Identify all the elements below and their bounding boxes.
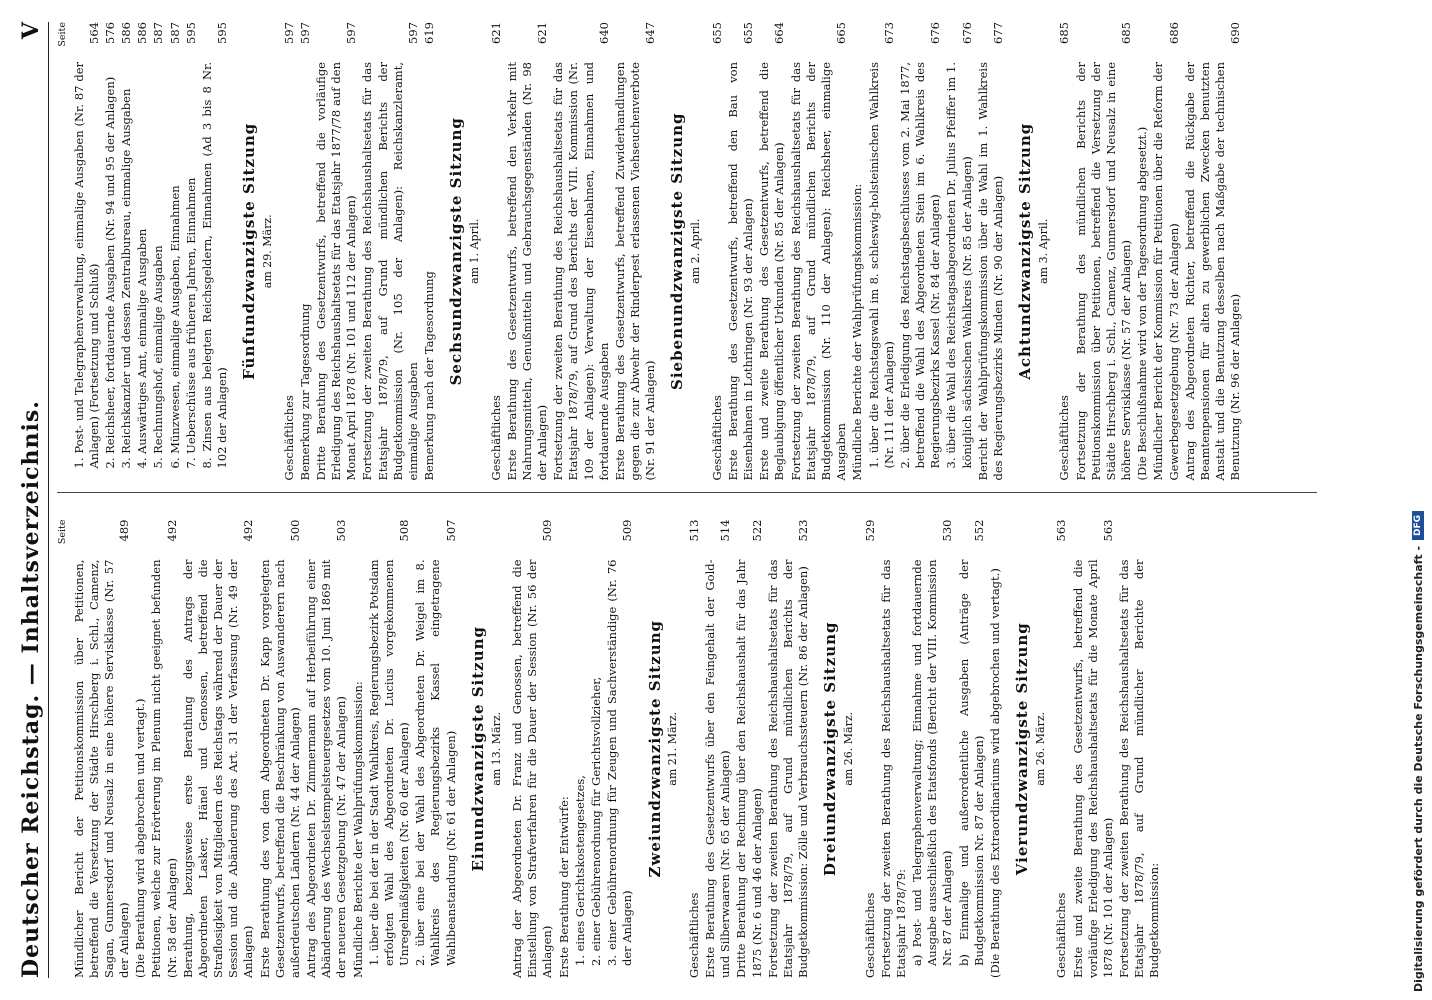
toc-entry (422, 22, 437, 481)
page-header (18, 22, 49, 978)
seite-label-left: Seite (57, 519, 68, 545)
toc-entry (910, 520, 956, 979)
session-date: am 3. April. (1036, 218, 1050, 284)
toc-entry-text: Fortsetzung der zweiten Berathung des Reichshaushaltsetats für das Etatsjahr 1878/79, auf Grund mündlicher Berichte der Budgetkommission: (1117, 559, 1162, 978)
toc-entry-text: 1. Post- und Telegraphenverwaltung, einmalige Ausgaben (Nr. 87 der Anlagen) (Fortsetzung und Schluß) (71, 62, 101, 469)
toc-entry-text: Erste Berathung des Gesetzentwurfs über den Feingehalt der Gold- und Silberwaaren (Nr. 65 der Anlagen) (703, 559, 733, 978)
toc-entry (703, 520, 733, 979)
toc-entry (149, 520, 179, 979)
toc-entry-text: Geschäftliches (862, 892, 877, 978)
toc-entry-text: 1. über die bei der in der Stadt Wahlkreis, Regierungsbezirk Potsdam erfolgten Wahl des Abgeordneten Dr. Lucius vorgekommenen Unregelmäßigkeiten (Nr. 60 der Anlagen) (366, 559, 412, 966)
toc-entry-text: Erste Berathung des Gesetzentwurfs, betreffend den Verkehr mit Nahrungsmitteln, Genußmitteln und Gebrauchsgegenständen (Nr. 98 der Anlagen) (504, 62, 550, 481)
toc-entry-page: 587 (151, 22, 166, 44)
toc-entry-page: 529 (862, 519, 877, 542)
toc-entry-text: 2. über die Erledigung des Reichstagsbeschlusses vom 2. Mai 1877, betreffend die Wahl des Abgeordneten Stein im 6. Wahlkreis des Regierungsbezirks Kassel (Nr. 84 der Anlagen) (897, 62, 943, 469)
toc-entry-page: 509 (540, 519, 555, 542)
footer-text: Digitalisierung gefördert durch die Deutsche Forschungsgemeinschaft - (1411, 545, 1425, 992)
toc-entry (757, 22, 787, 481)
toc-entry-text: Geschäftliches (1054, 892, 1069, 978)
toc-entry (119, 22, 134, 481)
session-date: am 26. März. (1033, 711, 1047, 786)
toc-entry-page: 640 (596, 22, 611, 44)
toc-entry (573, 520, 588, 979)
session-title: Dreiundzwanzigste Sitzung (821, 621, 840, 877)
toc-entry-text: 6. Münzwesen, einmalige Ausgaben, Einnahmen (167, 185, 182, 469)
toc-entry-page: 503 (334, 519, 349, 542)
toc-entry-text: Mündliche Berichte der Wahlprüfungskommission: (350, 681, 365, 978)
toc-entry (789, 22, 850, 481)
toc-entry (551, 22, 612, 481)
toc-entry (184, 22, 199, 481)
toc-entry-page: 676 (928, 22, 943, 44)
toc-entry-text: 5. Rechnungshof, einmalige Ausgaben (151, 245, 166, 469)
toc-entry-page: 563 (1100, 519, 1115, 542)
session-date: am 1. April. (468, 218, 482, 284)
toc-entry-page: 513 (686, 519, 701, 542)
toc-entry (505, 22, 551, 481)
session-title: Siebenundzwanzigste Sitzung (668, 112, 687, 390)
toc-entry-text: Fortsetzung der zweiten Berathung des Reichshaushaltsetats für das Etatsjahr 1878/79, auf Grund mündlichen Berichts der Budgetkommission (Nr. 105 der Anlagen): Reichskanzleramt, einmalige Ausgaben (360, 62, 420, 481)
toc-entry-text: 4. Auswärtiges Amt, einmalige Ausgaben (135, 228, 150, 469)
toc-entry-page: 576 (102, 22, 117, 44)
toc-entry (766, 520, 812, 979)
toc-entry-page: 621 (488, 22, 503, 44)
toc-entry-text: a) Post- und Telegraphenverwaltung; Einnahme und fortdauernde Ausgabe ausschließlich des Etatsfonds (Bericht der VIII. Kommission Nr. 87 der Anlagen) (910, 559, 955, 966)
toc-entry-page: 621 (535, 22, 550, 44)
toc-entry (850, 22, 865, 481)
toc-entry (988, 520, 1003, 979)
digitization-footer (1406, 0, 1430, 1000)
toc-entry-page: 563 (1054, 519, 1069, 542)
toc-entry (298, 22, 313, 481)
toc-entry (957, 520, 987, 979)
toc-entry-page: 586 (119, 22, 134, 44)
toc-entry (710, 22, 725, 481)
toc-entry (168, 22, 183, 481)
toc-entry-text: Antrag des Abgeordneten Richter, betreffend die Rückgabe der Beamtenpensionen für alten zu gewerblichen Zwecken benutzten Anstalt und die Benutzung desselben nach Maßgabe der technischen Benutzung (Nr. 96 der Anlagen) (1182, 62, 1243, 481)
seite-label-right: Seite (57, 22, 68, 47)
toc-entry-page: 597 (344, 22, 359, 44)
toc-entry-text: Antrag der Abgeordneten Dr. Franz und Genossen, betreffend die Einstellung von Strafverfahren für die Dauer der Session (Nr. 56 der Anlagen) (510, 559, 555, 978)
toc-entry-text: (Die Berathung wird abgebrochen und vertagt.) (133, 698, 148, 978)
toc-entry-page: 586 (135, 22, 150, 44)
toc-entry (1054, 520, 1069, 979)
toc-entry-text: Erste und zweite Berathung des Gesetzentwurfs, betreffend die Beglaubigung öffentlicher Urkunden (Nr. 85 der Anlagen) (757, 62, 787, 481)
session-title: Fünfundzwanzigste Sitzung (240, 122, 259, 380)
toc-entry-text: 2. Reichsheer, fortdauernde Ausgaben (Nr. 94 und 95 der Anlagen) (102, 76, 117, 469)
toc-entry-page: 597 (405, 22, 420, 44)
toc-entry-text: Dritte Berathung des Gesetzentwurfs, betreffend die vorläufige Erledigung des Reichshaushaltsetats für das Etatsjahr 1877/78 auf den Monat April 1878 (Nr. 101 und 112 der Anlagen) (313, 62, 359, 481)
toc-entry-page: 686 (1166, 22, 1181, 44)
toc-entry-text: Fortsetzung der zweiten Berathung des Reichshaushaltsetats für das Etatsjahr 1878/79: (878, 559, 908, 978)
toc-entry (557, 520, 572, 979)
toc-entry-text: 3. einer Gebührenordnung für Zeugen und Sachverständige (Nr. 76 der Anlagen) (605, 559, 635, 966)
toc-entry (687, 520, 702, 979)
toc-entry-page: 507 (443, 519, 458, 542)
toc-entry-text: Erste und zweite Berathung des Gesetzentwurfs, betreffend die vorläufige Erledigung des Reichshaushaltsetats für die Monate April 1878 (Nr. 101 der Anlagen) (1070, 559, 1115, 978)
toc-entry-text: Bemerkung zur Tagesordnung (297, 303, 312, 481)
toc-entry-page: 587 (167, 22, 182, 44)
toc-entry-text: b) Einmalige und außerordentliche Ausgaben (Anträge der Budgetkommission Nr. 87 der Anlagen) (956, 559, 986, 966)
toc-entry-page: 492 (164, 519, 179, 542)
toc-entry-text: Mündlicher Bericht der Kommission für Petitionen über die Reform der Gewerbegesetzgebung (Nr. 73 der Anlagen) (1151, 62, 1181, 481)
toc-entry-text: 2. über eine bei der Wahl des Abgeordneten Dr. Weigel im 8. Wahlkreis des Regierungsbezirks Kassel eingetragene Wahlbeanstandung (Nr. 61 der Anlagen) (413, 559, 458, 966)
toc-entry-page: 655 (741, 22, 756, 44)
toc-entry-page: 489 (117, 519, 132, 542)
toc-entry (314, 22, 360, 481)
toc-entry (103, 22, 118, 481)
toc-entry-page: 676 (959, 22, 974, 44)
toc-entry-text: Mündlicher Bericht der Petitionskommission über Petitionen, betreffend die Versetzung der Städte Hirschberg i. Schl., Camenz, Sagan, Gunnersdorf und Neusalz in eine höhere Servisklasse (Nr. 57 der Anlagen) (71, 559, 132, 978)
toc-entry-text: Geschäftliches (709, 395, 724, 481)
toc-entry-text: 3. über die Wahl des Reichstagsabgeordneten Dr. Julius Pfeiffer im 1. königlich sächsischen Wahlkreis (Nr. 85 der Anlagen) (944, 62, 974, 469)
toc-entry (72, 22, 102, 481)
toc-entry (304, 520, 350, 979)
session-date: am 13. März. (489, 711, 503, 786)
toc-entry (360, 22, 421, 481)
toc-entry-page: 647 (643, 22, 658, 44)
session-title: Sechsundzwanzigste Sitzung (447, 117, 466, 386)
toc-entry-page: 530 (940, 519, 955, 542)
toc-entry-text: Geschäftliches (488, 395, 503, 481)
toc-entry (1151, 22, 1181, 481)
toc-entry-text: Fortsetzung der zweiten Berathung des Reichshaushaltsetats für das Etatsjahr 1878/79, auf Grund des Berichts der VIII. Kommission (Nr. 109 der Anlagen): Verwaltung der Eisenbahnen, Einnahmen und fortdauernde Ausgaben (551, 62, 611, 481)
toc-entry (613, 22, 659, 481)
toc-entry-page: 619 (422, 22, 437, 44)
toc-entry (1135, 22, 1150, 481)
session-title: Vierundzwanzigste Sitzung (1013, 622, 1032, 876)
toc-entry (879, 520, 909, 979)
toc-entry (151, 22, 166, 481)
right-column (57, 22, 1317, 494)
content-columns (57, 22, 1317, 978)
toc-entry-text: Erste Berathung der Entwürfe: (556, 796, 571, 978)
toc-entry-text: Erste Berathung des Gesetzentwurfs, betreffend Zuwiderhandlungen gegen die zur Abwehr der Rinderpest erlassenen Viehseuchenverbote (Nr. 91 der Anlagen) (612, 62, 658, 481)
toc-entry-page: 655 (709, 22, 724, 44)
toc-entry (1057, 22, 1072, 481)
toc-entry-text: 7. Ueberschüsse aus früheren Jahren, Einnahmen (183, 177, 198, 469)
toc-entry (863, 520, 878, 979)
toc-entry-page: 685 (1119, 22, 1134, 44)
toc-entry-text: Geschäftliches (1057, 395, 1072, 481)
toc-entry (734, 520, 764, 979)
session-date: am 21. März. (666, 711, 680, 786)
toc-entry (867, 22, 897, 481)
toc-entry-page: 597 (281, 22, 296, 44)
toc-entry-text: (Die Berathung des Extraordinariums wird abgebrochen und vertagt.) (987, 568, 1002, 978)
toc-entry-text: 3. Reichskanzler und dessen Zentralbureau, einmalige Ausgaben (119, 88, 134, 469)
toc-entry-page: 508 (397, 519, 412, 542)
session-date: am 29. März. (261, 214, 275, 289)
toc-entry-text: Fortsetzung der zweiten Berathung des Reichshaushaltsetats für das Etatsjahr 1878/79, auf Grund mündlichen Berichts der Budgetkommission (Nr. 110 der Anlagen): Reichsheer, einmalige Ausgaben (788, 62, 849, 481)
toc-entry (133, 520, 148, 979)
toc-entry-page: 500 (287, 519, 302, 542)
page-number: V (18, 22, 44, 40)
toc-entry-page: 677 (990, 22, 1005, 44)
session-date: am 26. März. (842, 711, 855, 786)
toc-entry-page: 509 (620, 519, 635, 542)
left-column (57, 520, 1317, 979)
toc-entry (1074, 22, 1135, 481)
toc-entry (1071, 520, 1117, 979)
toc-entry (976, 22, 1006, 481)
toc-entry-text: Dritte Berathung der Rechnung über den Reichshaushalt für das Jahr 1875 (Nr. 6 und 46 der Anlagen) (734, 559, 764, 978)
toc-entry-text: 1. über die Reichstagswahl im 8. schleswig-holsteinischen Wahlkreis (Nr. 111 der Anlagen) (866, 62, 896, 469)
toc-entry-page: 595 (215, 22, 230, 44)
toc-entry-text: Geschäftliches (281, 395, 296, 481)
toc-entry-text: 2. einer Gebührenordnung für Gerichtsvollzieher, (589, 676, 603, 966)
toc-entry (589, 520, 604, 979)
toc-entry-text: Bericht der Wahlprüfungskommission über die Wahl im 1. Wahlkreis des Regierungsbezirks Minden (Nr. 90 der Anlagen) (975, 62, 1005, 481)
page-title: Deutscher Reichstag. — Inhaltsverzeichnis. (18, 400, 44, 978)
dfg-logo[interactable]: DFG (1412, 511, 1424, 540)
toc-entry-page: 595 (183, 22, 198, 44)
toc-entry (135, 22, 150, 481)
toc-entry-text: Erste Berathung des von dem Abgeordneten Dr. Kapp vorgelegten Gesetzentwurfs, betreffend die Beschränkung von Auswanderern nach außerdeutschen Ländern (Nr. 44 der Anlagen) (257, 559, 302, 978)
toc-entry-page: 552 (971, 519, 986, 542)
toc-entry-text: Geschäftliches (686, 892, 701, 978)
session-title: Achtundzwanzigste Sitzung (1016, 122, 1035, 380)
toc-entry (605, 520, 635, 979)
toc-entry-text: Fortsetzung der zweiten Berathung des Reichshaushaltsetats für das Etatsjahr 1878/79, auf Grund mündlichen Berichts der Budgetkommission: Zölle und Verbrauchssteuern (Nr. 86 der Anlagen) (765, 559, 811, 978)
session-date: am 2. April. (689, 218, 703, 284)
toc-entry-text: (Die Beschlußnahme wird von der Tagesordnung abgesetzt.) (1135, 126, 1150, 481)
toc-entry-text: Fortsetzung der Berathung des mündlichen Berichts der Petitionskommission über Petitionen, betreffend die Versetzung der Städte Hirschberg i. Schl., Camenz, Gunnersdorf und Neusalz in eine höhere Servisklasse (Nr. 57 der Anlagen) (1073, 62, 1134, 481)
toc-entry-page: 492 (241, 519, 256, 542)
toc-entry-page: 665 (834, 22, 849, 44)
toc-entry-page: 564 (86, 22, 101, 44)
toc-entry-text: Petitionen, welche zur Erörterung im Plenum nicht geeignet befunden (Nr. 58 der Anlagen) (149, 559, 179, 978)
toc-entry (351, 520, 366, 979)
toc-entry-text: Erste Berathung des Gesetzentwurfs, betreffend den Bau von Eisenbahnen in Lothringen (Nr. 93 der Anlagen) (725, 62, 756, 481)
toc-entry (1183, 22, 1244, 481)
toc-entry-page: 673 (881, 22, 896, 44)
toc-entry-text: Berathung, bezugsweise erste Berathung des Antrags der Abgeordneten Lasker, Hänel und Genossen, betreffend die Straflosigkeit von Mitgliedern des Reichstags während der Dauer der Session und die Abänderung des Art. 31 der Verfassung (Nr. 49 der Anlagen) (180, 559, 256, 978)
toc-entry-page: 690 (1228, 22, 1243, 44)
toc-entry-text: Bemerkung nach der Tagesordnung (422, 271, 437, 481)
toc-entry (726, 22, 756, 481)
toc-entry-page: 514 (718, 519, 733, 542)
session-title: Einundzwanzigste Sitzung (468, 626, 487, 872)
toc-entry-page: 685 (1057, 22, 1072, 44)
toc-entry (1117, 520, 1163, 979)
toc-entry-text: 8. Zinsen aus belegten Reichsgeldern, Einnahmen (Ad 3 bis 8 Nr. 102 der Anlagen) (199, 62, 230, 469)
toc-entry-text: Antrag des Abgeordneten Dr. Zimmermann auf Herbeiführung einer Abänderung des Wechselstempelsteuergesetzes vom 10. Juni 1869 mit der neueren Gesetzgebung (Nr. 47 der Anlagen) (304, 559, 349, 978)
toc-entry (258, 520, 304, 979)
toc-entry (489, 22, 504, 481)
toc-entry (898, 22, 944, 481)
toc-entry-text: Mündliche Berichte der Wahlprüfungskommission: (850, 183, 865, 481)
toc-entry-page: 664 (772, 22, 787, 44)
toc-entry-text: 1. eines Gerichtskostengesetzes, (572, 775, 587, 966)
toc-entry-page: 597 (297, 22, 312, 44)
toc-entry (367, 520, 413, 979)
toc-entry (72, 520, 133, 979)
toc-entry-page: 523 (796, 519, 811, 542)
toc-entry (282, 22, 297, 481)
toc-entry (510, 520, 556, 979)
session-title: Zweiundzwanzigste Sitzung (645, 619, 664, 878)
toc-entry (181, 520, 257, 979)
toc-entry (413, 520, 459, 979)
toc-entry (200, 22, 230, 481)
toc-entry (944, 22, 974, 481)
toc-entry-page: 522 (749, 519, 764, 542)
